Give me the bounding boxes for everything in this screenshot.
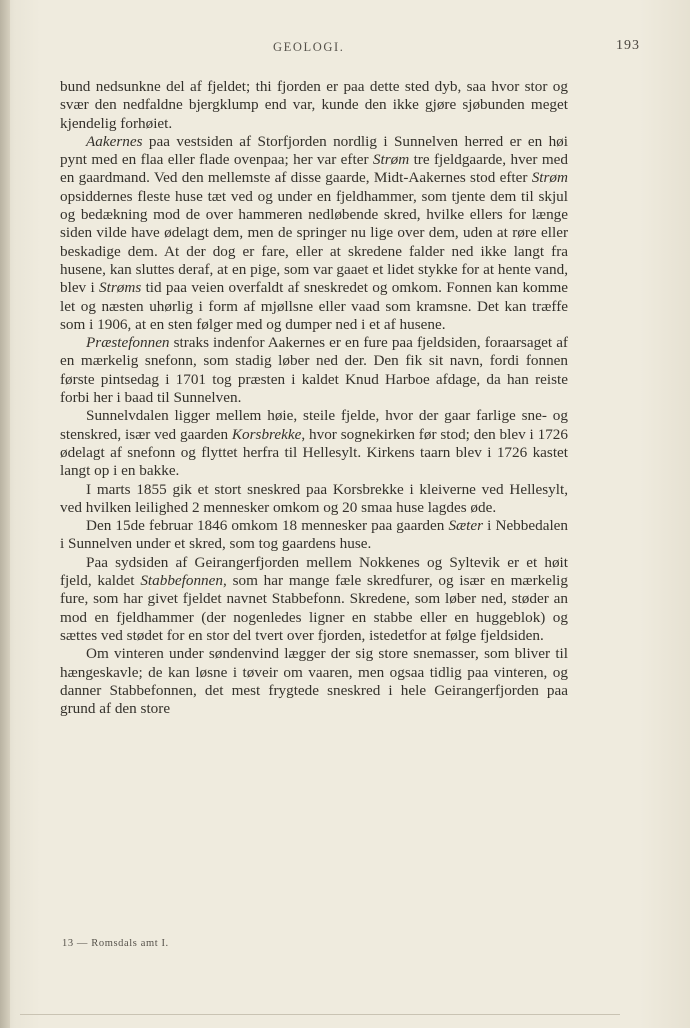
- text-run: i Nebbedalen i Sunnelven under et skred, som tog gaardens huse.: [60, 517, 569, 553]
- text-run: , hvor sognekirken før stod; den blev i 1726 ødelagt af snefonn og flyttet herfra til Hellesylt. Kirkens taarn blev i 1726 kastet langt op i en bakke.: [60, 425, 568, 480]
- text-run: tid paa veien overfaldt af sneskredet og omkom. Fonnen kan komme let og næsten uhørlig i form af mjøllsne eller vaad som kramsne. Det kan træffe som i 1906, at en sten følger med og dumper ned i et af husene.: [60, 279, 568, 333]
- paragraph: [60, 133, 568, 334]
- paragraph: [60, 645, 568, 718]
- signature-footnote: 13 — Romsdals amt I.: [62, 938, 169, 949]
- text-run: Den 15de februar 1846 omkom 18 mennesker paa gaarden: [86, 517, 449, 535]
- text-run: Paa sydsiden af Geirangerfjorden mellem Nokkenes og Syltevik er et høit fjeld, kaldet: [60, 553, 568, 590]
- italic-term: Strøm: [531, 169, 568, 187]
- italic-term: Stabbefonnen: [140, 572, 223, 590]
- paragraph: [60, 407, 568, 480]
- page-number: 193: [616, 38, 640, 53]
- paragraph: [60, 334, 568, 407]
- paragraph: [60, 554, 568, 645]
- text-run: I marts 1855 gik et stort sneskred paa Korsbrekke i kleiverne ved Hellesylt, ved hvilken leilighed 2 mennesker omkom og 20 smaa huse lagdes øde.: [60, 480, 568, 516]
- page-bottom-edge: [20, 1014, 620, 1015]
- paragraph: [60, 481, 568, 518]
- page-header: [60, 40, 640, 60]
- text-run: Om vinteren under søndenvind lægger der sig store snemasser, som bliver til hængeskavle; de kan løsne i tøveir om vaaren, men ogsaa tidlig paa vinteren, og danner Stabbefonnen, det mest frygtede sneskred i hele Geirangerfjorden paa grund af den store: [60, 645, 568, 718]
- running-title: GEOLOGI.: [273, 40, 345, 54]
- paragraph: [60, 517, 568, 554]
- italic-term: Præstefonnen: [86, 334, 170, 352]
- text-run: Sunnelvdalen ligger mellem høie, steile fjelde, hvor der gaar farlige sne- og stenskred, især ved gaarden: [60, 407, 568, 443]
- italic-term: Strøm: [372, 151, 410, 169]
- page-gutter-shadow: [0, 0, 10, 1028]
- text-run: bund nedsunkne del af fjeldet; thi fjorden er paa dette sted dyb, saa hvor stor og svær den nedfaldne bjergklump end var, kunde den ikke gjøre sjøbunden meget kjendelig forhøiet.: [60, 78, 568, 132]
- text-run: , som har mange fæle skredfurer, og især en mærkelig fure, som har givet fjeldet navnet Stabbefonn. Skredene, som løber ned, støder an mod en fjeldhammer (der nogenledes ligner en stabbe eller en huggeblok) og sættes ved stødet for en stor del tvert over fjorden, istedetfor at følge fjeldsiden.: [60, 572, 568, 644]
- text-run: straks indenfor Aakernes er en fure paa fjeldsiden, foraarsaget af en mærkelig snefonn, som stadig løber ned der. Den fik sit navn, fordi fonnen første pintsedag i 1701 tog præsten i kaldet Knud Harboe afdage, da han reiste forbi her i baad til Sunnelven.: [60, 334, 568, 407]
- italic-term: Korsbrekke: [231, 425, 302, 443]
- italic-term: Sæter: [448, 517, 484, 535]
- italic-term: Aakernes: [86, 132, 143, 150]
- body-text: [60, 78, 568, 718]
- text-run: paa vestsiden af Storfjorden nordlig i Sunnelven herred er en høi pynt med en flaa eller flade ovenpaa; her var efter: [60, 132, 568, 169]
- text-run: tre fjeldgaarde, hver med en gaardmand. Ved den mellemste af disse gaarde, Midt-Aakernes stod efter: [60, 151, 568, 187]
- italic-term: Strøms: [99, 279, 142, 297]
- paragraph: [60, 78, 568, 133]
- text-run: opsiddernes fleste huse tæt ved og under en fjeldhammer, som tjente dem til skjul og bedækning mod de over hammeren nedløbende skred, hvilke ellers for længe siden vilde have ødelagt dem, men de springer nu lige over dem, uden at røre eller beskadige dem. At der dog er fare, eller at skredene falder ned ikke langt fra husene, kan sluttes deraf, at en pige, som var gaaet et lidet stykke for at hente vand, blev i: [60, 187, 568, 297]
